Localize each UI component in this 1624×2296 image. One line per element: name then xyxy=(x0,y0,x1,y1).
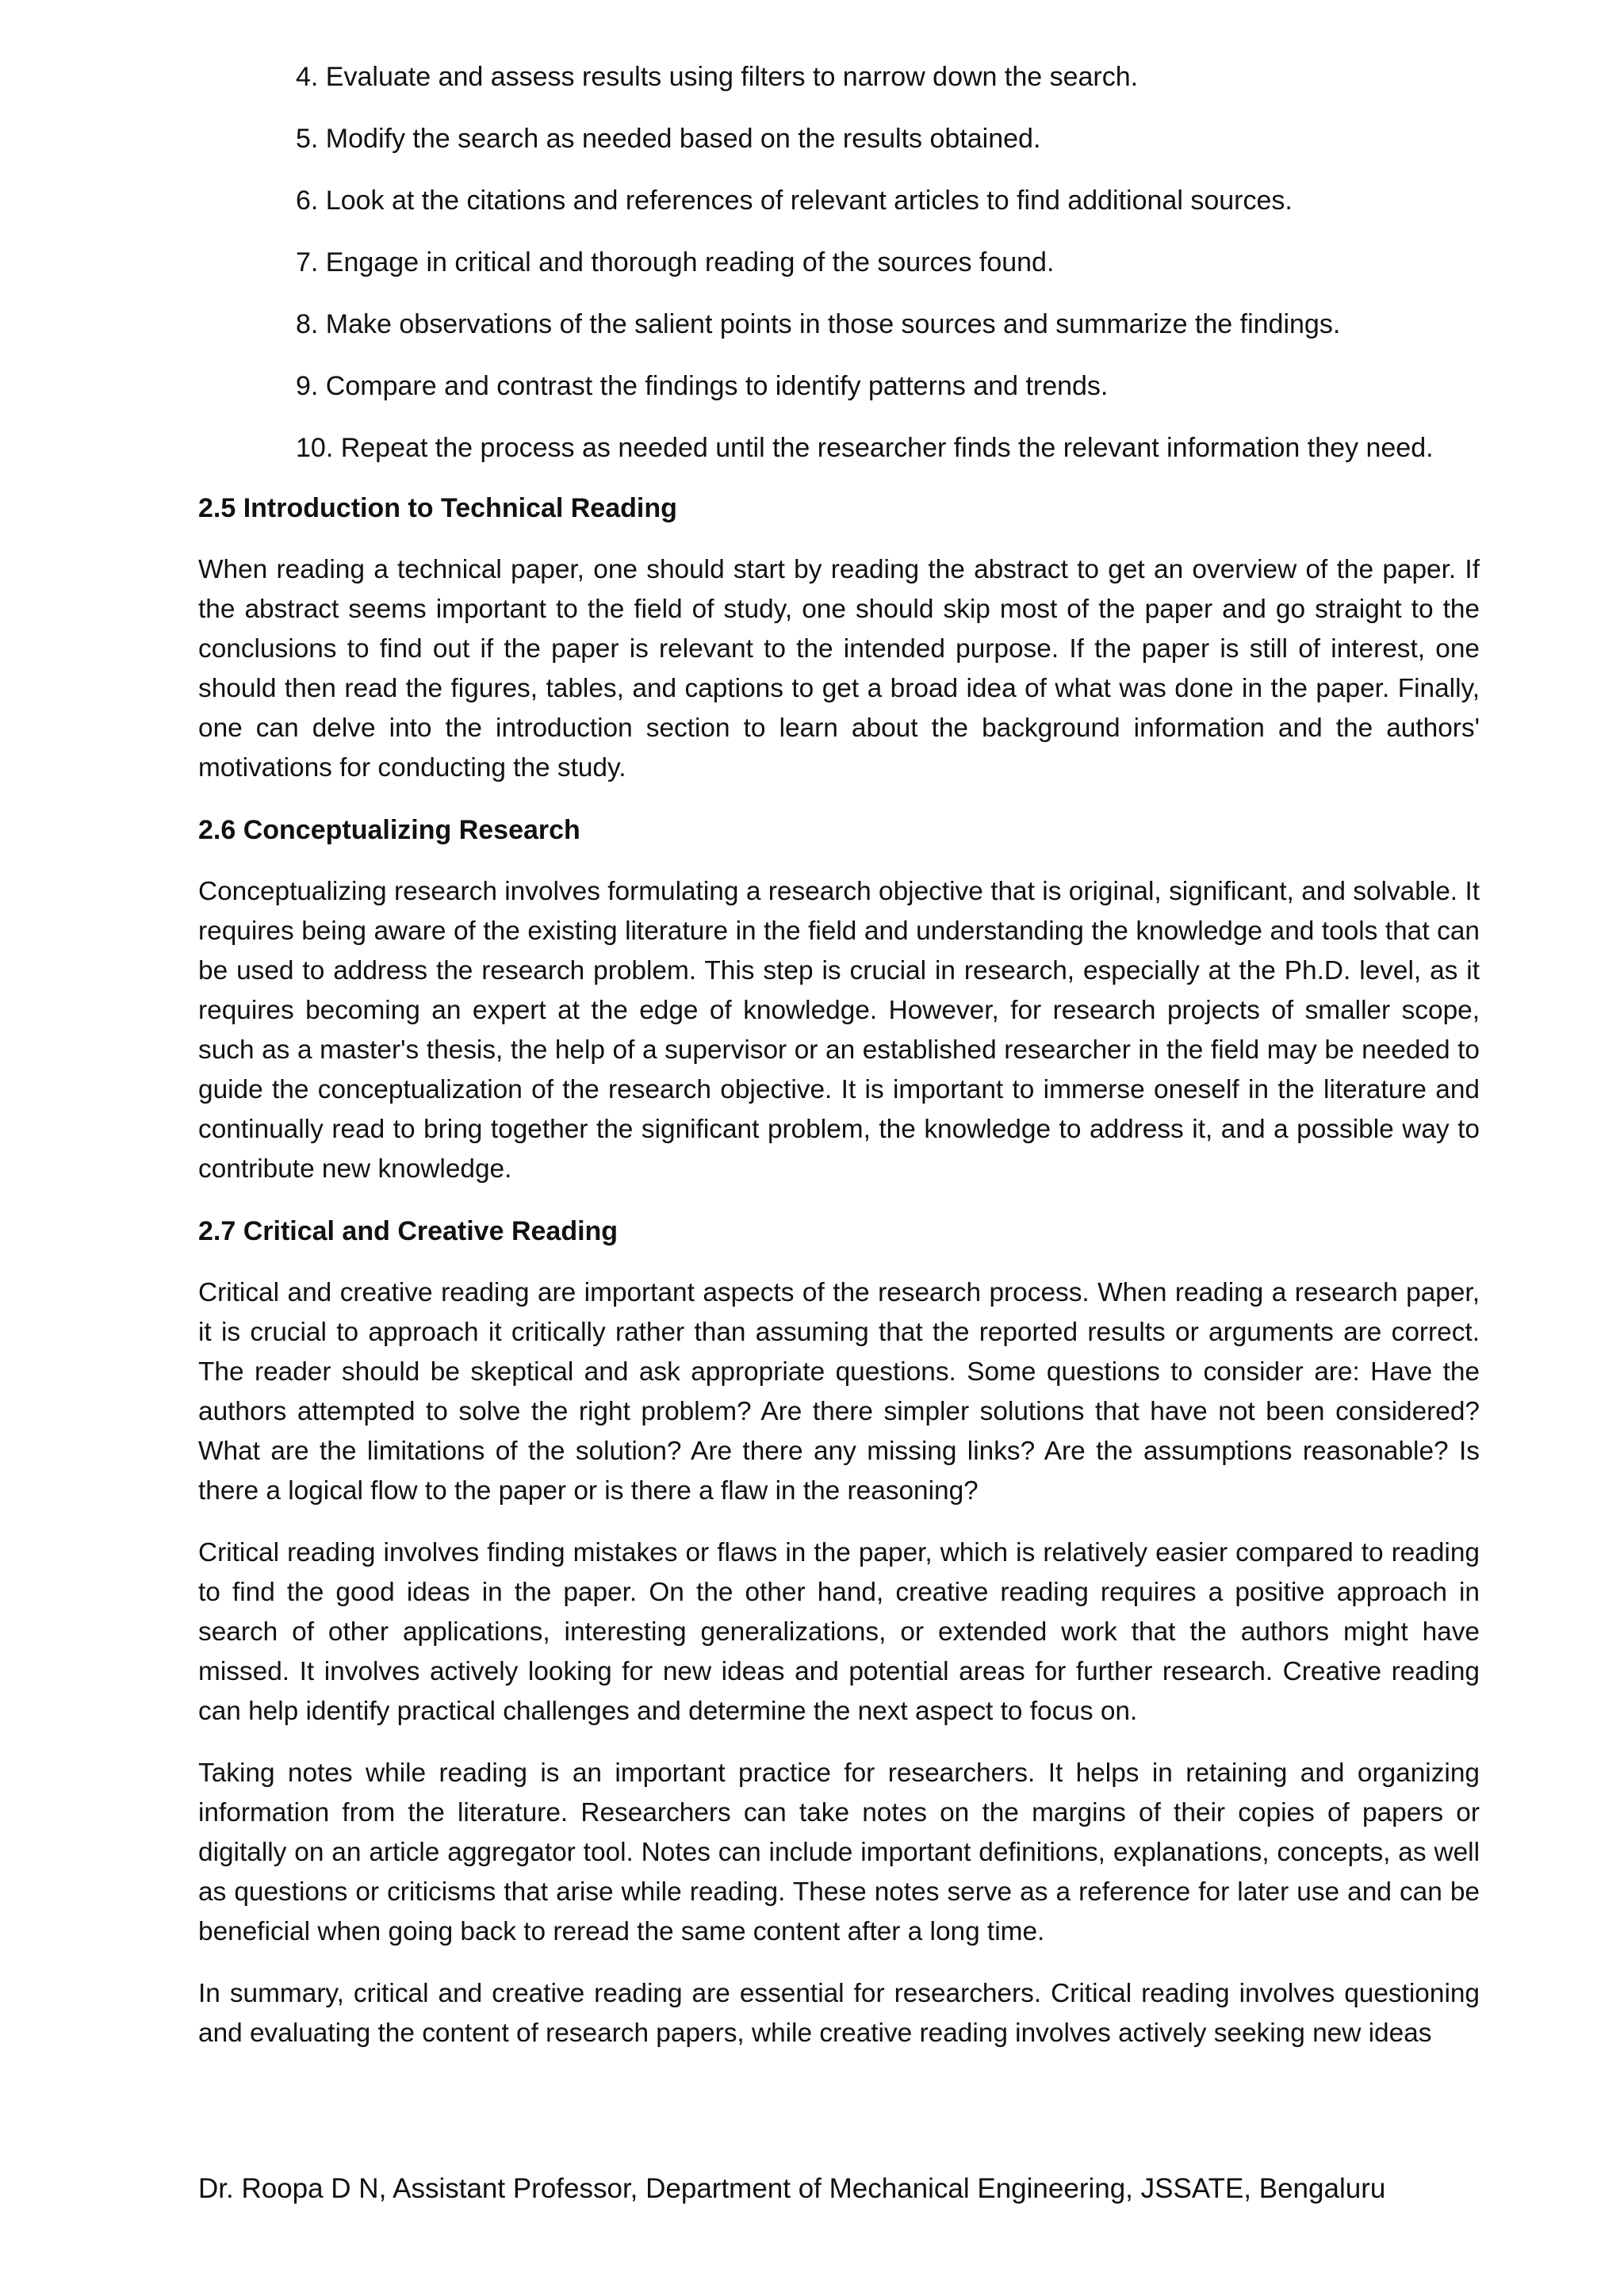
list-item: 7. Engage in critical and thorough reading of the sources found. xyxy=(296,247,1055,277)
page-content xyxy=(198,57,1480,2076)
search-steps-list xyxy=(296,57,1480,468)
list-item: 9. Compare and contrast the findings to identify patterns and trends. xyxy=(296,371,1109,401)
list-item: 5. Modify the search as needed based on the results obtained. xyxy=(296,124,1041,154)
section-heading-critical-creative-reading: 2.7 Critical and Creative Reading xyxy=(198,1216,619,1246)
paragraph: Conceptualizing research involves formulating a research objective that is original, significant, and solvable. It requires being aware of the existing literature in the field and understanding the knowledge and tools that can be used to address the research problem. This step is crucial in research, especially at the Ph.D. level, as it requires becoming an expert at the edge of knowledge. However, for research projects of smaller scope, such as a master's thesis, the help of a supervisor or an established researcher in the field may be needed to guide the conceptualization of the research objective. It is important to immerse oneself in the literature and continually read to bring together the significant problem, the knowledge to address it, and a possible way to contribute new knowledge. xyxy=(198,877,1480,1184)
section-heading-technical-reading: 2.5 Introduction to Technical Reading xyxy=(198,493,677,523)
paragraph: Critical and creative reading are important aspects of the research process. When reading a research paper, it is crucial to approach it critically rather than assuming that the reported results or arguments are correct. The reader should be skeptical and ask appropriate questions. Some questions to consider are: Have the authors attempted to solve the right problem? Are there simpler solutions that have not been considered? What are the limitations of the solution? Are there any missing links? Are the assumptions reasonable? Is there a logical flow to the paper or is there a flaw in the reasoning? xyxy=(198,1278,1480,1506)
paragraph: In summary, critical and creative reading are essential for researchers. Critical reading involves questioning and evaluating the content of research papers, while creative reading involves actively seeking new ideas xyxy=(198,1979,1480,2048)
list-item: 10. Repeat the process as needed until the researcher finds the relevant information they need. xyxy=(296,433,1434,463)
page-footer: Dr. Roopa D N, Assistant Professor, Department of Mechanical Engineering, JSSATE, Bengaluru xyxy=(198,2173,1386,2204)
paragraph: Taking notes while reading is an important practice for researchers. It helps in retaining and organizing information from the literature. Researchers can take notes on the margins of their copies of papers or digitally on an article aggregator tool. Notes can include important definitions, explanations, concepts, as well as questions or criticisms that arise while reading. These notes serve as a reference for later use and can be beneficial when going back to reread the same content after a long time. xyxy=(198,1758,1480,1946)
list-item: 6. Look at the citations and references of relevant articles to find additional sources. xyxy=(296,186,1293,216)
list-item: 8. Make observations of the salient points in those sources and summarize the findings. xyxy=(296,309,1341,339)
paragraph: Critical reading involves finding mistakes or flaws in the paper, which is relatively easier compared to reading to find the good ideas in the paper. On the other hand, creative reading requires a positive approach in search of other applications, interesting generalizations, or extended work that the authors might have missed. It involves actively looking for new ideas and potential areas for further research. Creative reading can help identify practical challenges and determine the next aspect to focus on. xyxy=(198,1538,1480,1726)
paragraph: When reading a technical paper, one should start by reading the abstract to get an overview of the paper. If the abstract seems important to the field of study, one should skip most of the paper and go straight to the conclusions to find out if the paper is relevant to the intended purpose. If the paper is still of interest, one should then read the figures, tables, and captions to get a broad idea of what was done in the paper. Finally, one can delve into the introduction section to learn about the background information and the authors' motivations for conducting the study. xyxy=(198,555,1480,783)
list-item: 4. Evaluate and assess results using filters to narrow down the search. xyxy=(296,62,1139,92)
section-heading-conceptualizing-research: 2.6 Conceptualizing Research xyxy=(198,815,580,845)
